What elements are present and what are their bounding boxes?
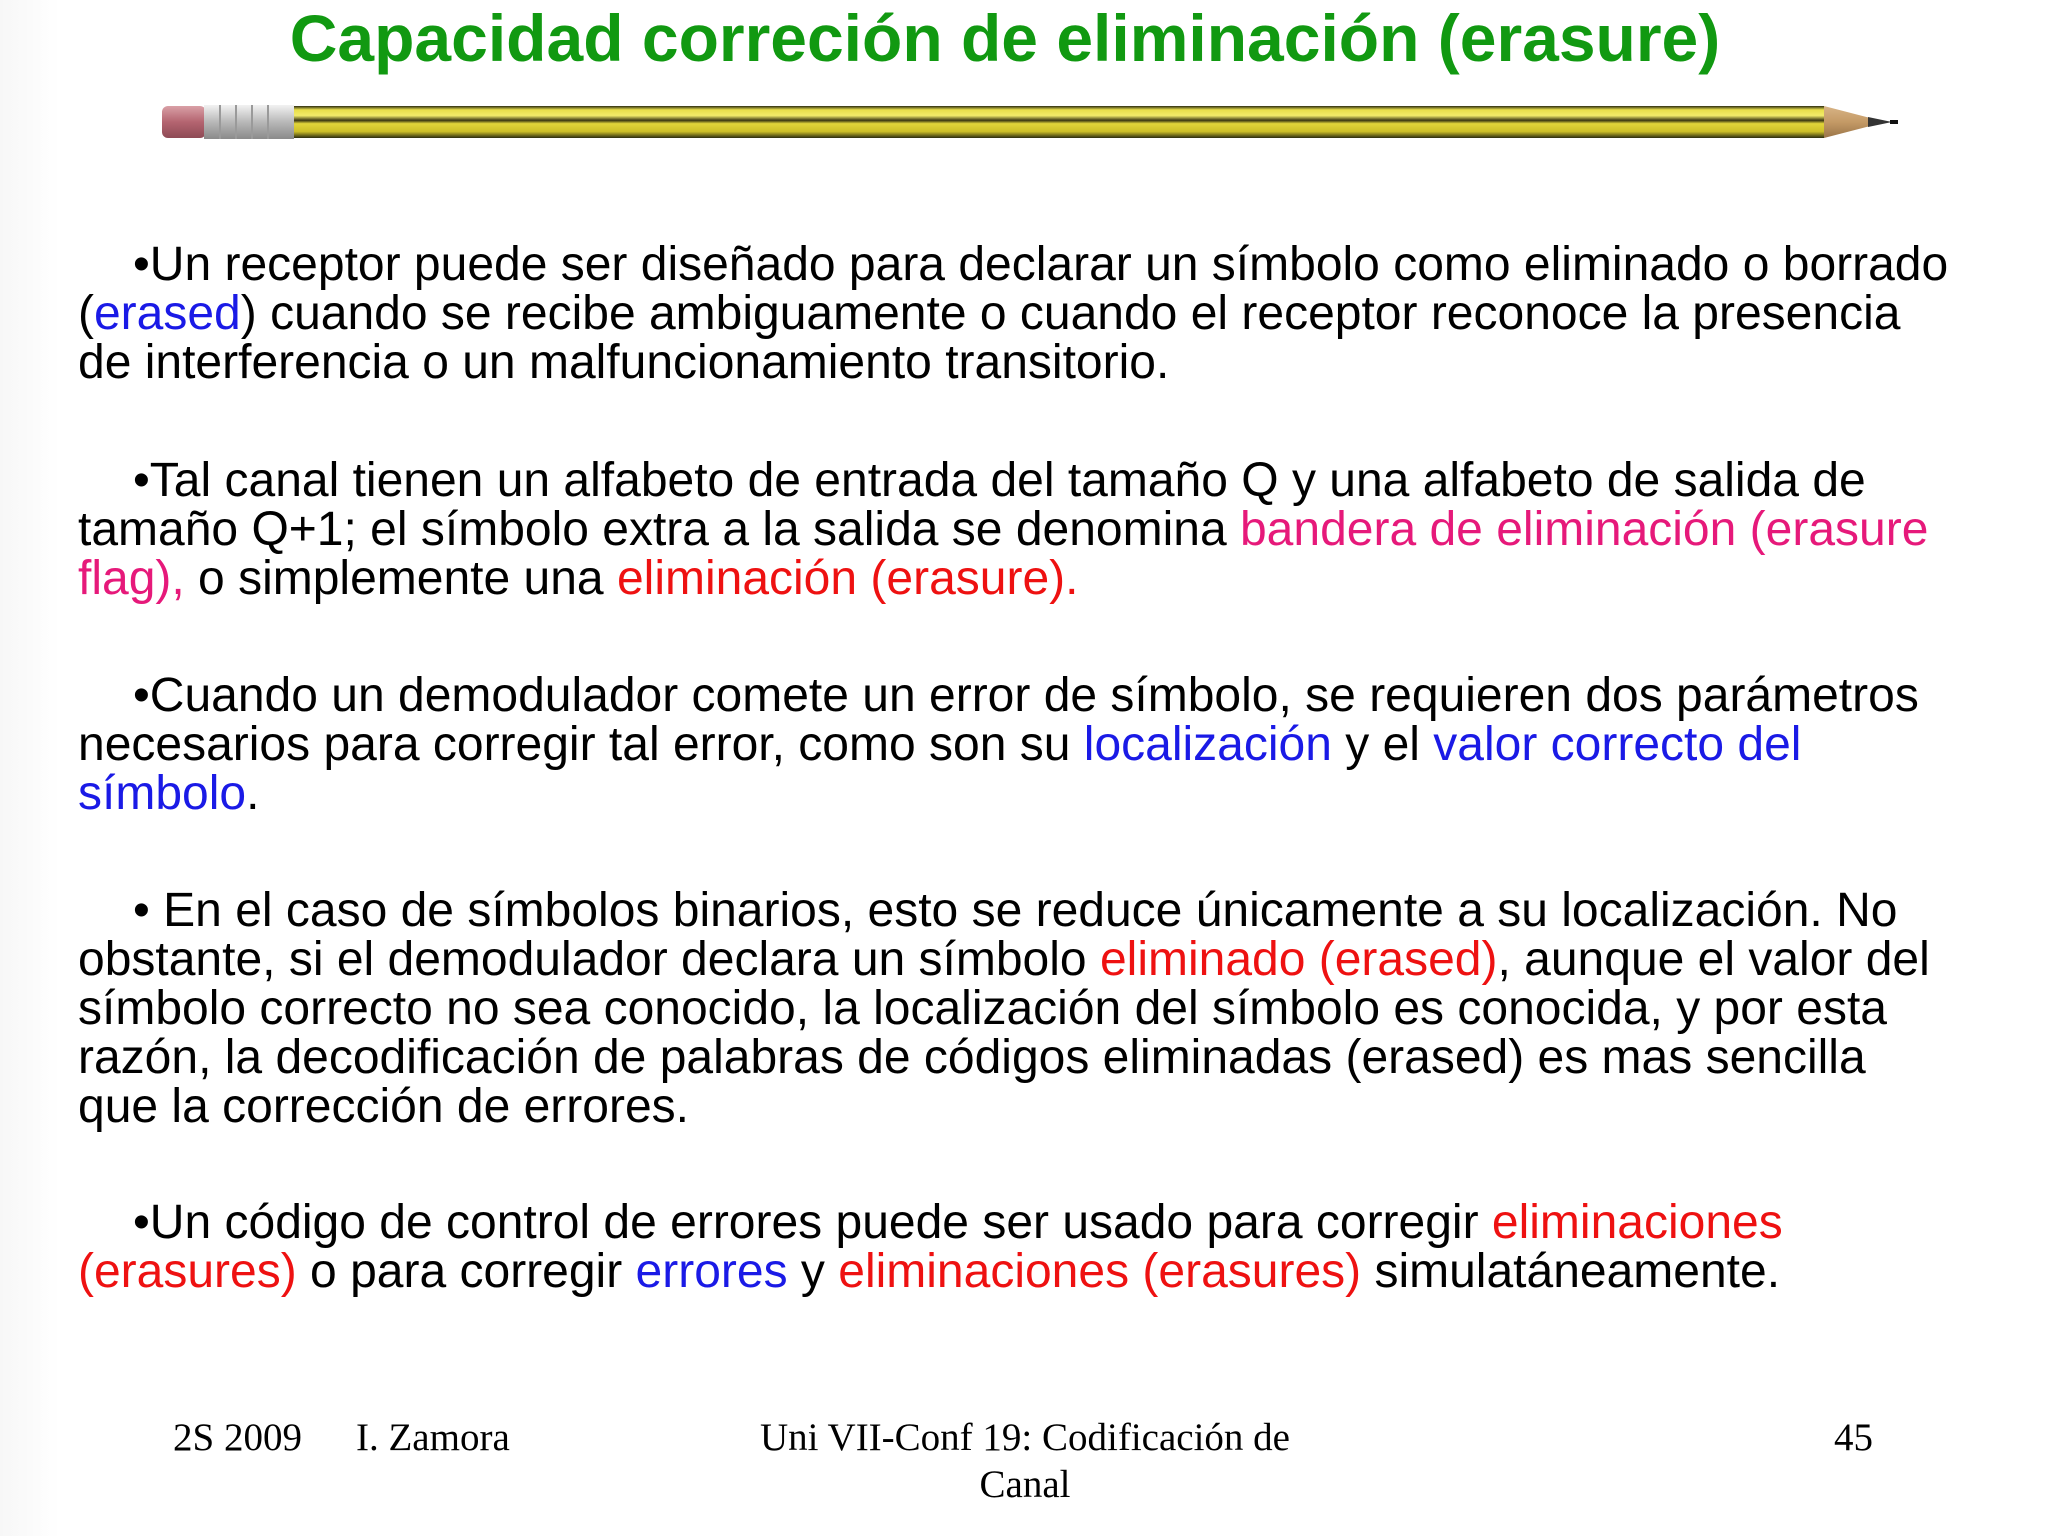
footer-page-number: 45 bbox=[1834, 1416, 1873, 1459]
paragraph-text: o para corregir bbox=[296, 1245, 636, 1298]
highlight-blue: erased bbox=[93, 287, 241, 340]
highlight-magenta: bandera de eliminación (erasure flag), bbox=[78, 503, 1929, 605]
paragraph-text: •Cuando un demodulador comete un error de símbolo, se requieren dos parámetros necesarios para corregir tal error, como son su bbox=[78, 669, 1919, 771]
highlight-blue: valor correcto del símbolo bbox=[78, 718, 1802, 820]
paragraph-codigo bbox=[78, 1198, 1958, 1296]
highlight-red: eliminaciones (erasures) bbox=[78, 1196, 1783, 1298]
paragraph-text: • En el caso de símbolos binarios, esto se reduce únicamente a su localización. No obstante, si el demodulador declara un símbolo bbox=[78, 884, 1898, 986]
paragraph-text: y el bbox=[1331, 718, 1434, 771]
paragraph-receptor bbox=[78, 240, 1958, 387]
paragraph-binarios bbox=[78, 886, 1958, 1131]
paragraph-text: o simplemente una bbox=[184, 552, 617, 605]
paragraph-text: , aunque el valor del símbolo correcto no sea conocido, la localización del símbolo es conocida, y por esta razón, la decodificación de palabras de códigos eliminadas (erased) es mas sencilla que la corrección de errores. bbox=[78, 933, 1930, 1133]
paragraph-text: ) cuando se recibe ambiguamente o cuando el receptor reconoce la presencia de interferencia o un malfuncionamiento transitorio. bbox=[78, 287, 1901, 389]
paragraph-text: simulatáneamente. bbox=[1361, 1245, 1781, 1298]
pencil-divider-icon bbox=[160, 100, 1900, 144]
footer-date: 2S 2009 bbox=[173, 1416, 302, 1459]
footer-author: I. Zamora bbox=[356, 1416, 510, 1459]
highlight-blue: errores bbox=[635, 1245, 788, 1298]
paragraph-text: . bbox=[246, 767, 260, 820]
paragraph-text: •Tal canal tienen un alfabeto de entrada del tamaño Q y una alfabeto de salida de tamaño Q+1; el símbolo extra a la salida se denomina bbox=[78, 454, 1866, 556]
paragraph-text: •Un receptor puede ser diseñado para declarar un símbolo como eliminado o borrado ( bbox=[78, 238, 1949, 340]
footer-course: Uni VII-Conf 19: Codificación de Canal bbox=[759, 1416, 1290, 1506]
paragraph-text: y bbox=[787, 1245, 839, 1298]
paragraph-canal bbox=[78, 456, 1958, 603]
highlight-red: eliminado (erased) bbox=[1099, 933, 1498, 986]
highlight-red: eliminación (erasure). bbox=[616, 552, 1079, 605]
highlight-red: eliminaciones (erasures) bbox=[838, 1245, 1362, 1298]
highlight-blue: localización bbox=[1083, 718, 1332, 771]
paragraph-demodulador bbox=[78, 671, 1958, 818]
paragraph-text: •Un código de control de errores puede ser usado para corregir bbox=[133, 1196, 1492, 1249]
slide-title: Capacidad correción de eliminación (erasure) bbox=[289, 1, 1721, 75]
